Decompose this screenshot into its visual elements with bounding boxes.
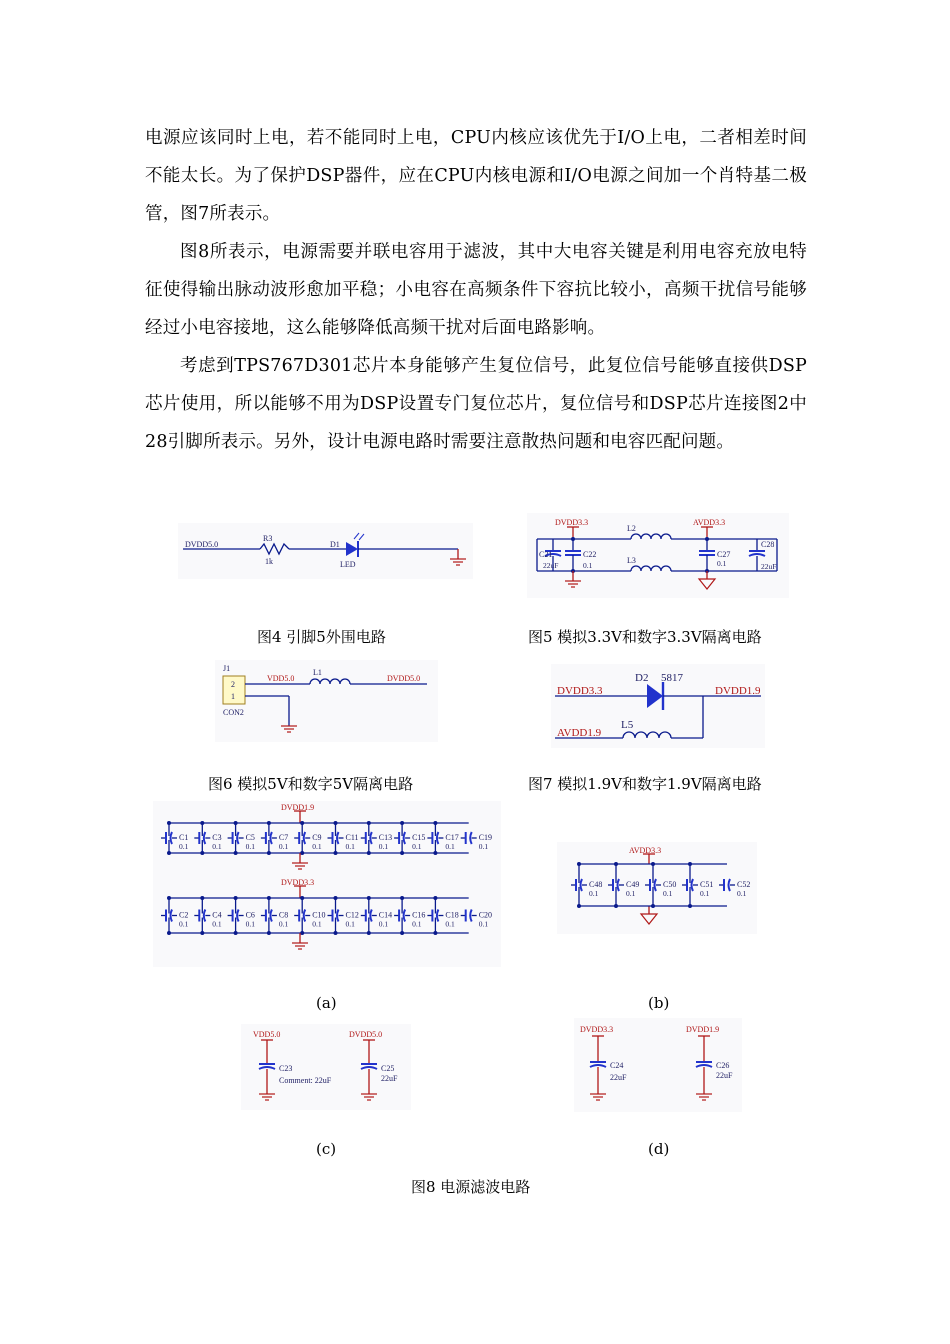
- capacitor-ref: C18: [445, 910, 459, 920]
- capacitor-ref: C1: [179, 833, 189, 842]
- capacitor-ref: C15: [412, 833, 426, 842]
- capacitor-ref: C20: [478, 910, 493, 920]
- capacitor-value: 0.1: [179, 919, 189, 929]
- cap-c28-ref: C28: [761, 540, 775, 549]
- capacitor-value: 0.1: [700, 889, 710, 898]
- cap-c27-value: 0.1: [717, 559, 727, 568]
- capacitor-value: 0.1: [412, 919, 422, 929]
- cap-c25-ref: C25: [381, 1064, 395, 1073]
- capacitor-ref: C3: [212, 833, 222, 842]
- capacitor-value: 0.1: [378, 919, 389, 929]
- caption-figure-7: 图7 模拟1.9V和数字1.9V隔离电路: [528, 775, 762, 793]
- net-label-in: VDD5.0: [267, 674, 295, 683]
- capacitor-ref: C17: [445, 833, 459, 842]
- cap-c23-ref: C23: [279, 1064, 293, 1073]
- capacitor-value: 0.1: [212, 919, 222, 929]
- cap-c22-ref: C22: [583, 550, 597, 559]
- capacitor-ref: C12: [345, 910, 359, 920]
- net-label-left: DVDD3.3: [555, 518, 589, 527]
- net-label-a: AVDD1.9: [557, 727, 602, 739]
- capacitor-ref: C49: [626, 880, 640, 889]
- capacitor-value: 0.1: [312, 919, 322, 929]
- capacitor-value: 0.1: [245, 919, 255, 929]
- resistor-value: 1k: [265, 557, 273, 566]
- resistor-ref: R3: [263, 534, 273, 543]
- net-label-avdd33: AVDD3.3: [629, 846, 662, 855]
- capacitor-ref: C2: [179, 910, 189, 920]
- net-label-vdd50: VDD5.0: [253, 1030, 281, 1039]
- cap-c25-value: 22uF: [381, 1074, 398, 1083]
- cap-c24-value: 22uF: [610, 1073, 627, 1082]
- net-label-dvdd19: DVDD1.9: [686, 1025, 720, 1034]
- caption-sub-d: (d): [648, 1140, 670, 1158]
- inductor-ref: L1: [313, 668, 322, 677]
- capacitor-value: 0.1: [445, 842, 455, 851]
- capacitor-value: 0.1: [737, 889, 747, 898]
- figure-6-schematic: [215, 660, 438, 742]
- capacitor-ref: C16: [412, 910, 426, 920]
- cap-c21-ref: C21: [539, 550, 553, 559]
- caption-figure-4: 图4 引脚5外围电路: [257, 628, 386, 646]
- capacitor-value: 0.1: [179, 842, 189, 851]
- diode-value: 5817: [661, 672, 683, 684]
- capacitor-value: 0.1: [478, 842, 489, 851]
- connector-pin-2: 2: [231, 680, 235, 689]
- capacitor-value: 0.1: [278, 842, 289, 851]
- net-label-right: AVDD3.3: [693, 518, 726, 527]
- diode-ref: D2: [635, 672, 649, 684]
- net-label-dvdd50: DVDD5.0: [349, 1030, 383, 1039]
- capacitor-ref: C50: [663, 880, 677, 889]
- cap-c26-value: 22uF: [716, 1071, 733, 1080]
- cap-c21-value: 22uF: [543, 561, 559, 570]
- inductor-ref: L5: [621, 719, 634, 731]
- caption-sub-a: (a): [316, 994, 337, 1012]
- capacitor-value: 0.1: [312, 842, 322, 851]
- capacitor-ref: C4: [212, 910, 222, 920]
- capacitor-ref: C7: [278, 833, 289, 842]
- cap-c24-ref: C24: [610, 1061, 624, 1070]
- capacitor-value: 0.1: [378, 842, 389, 851]
- capacitor-ref: C5: [245, 833, 255, 842]
- capacitor-ref: C19: [478, 833, 493, 842]
- paragraph-3: 考虑到TPS767D301芯片本身能够产生复位信号，此复位信号能够直接供DSP芯片使用，所以能够不用为DSP设置专门复位芯片，复位信号和DSP芯片连接图2中28引脚所表示。另外，设计电源电路时需要注意散热问题和电容匹配问题。: [145, 356, 807, 452]
- net-label-in: DVDD3.3: [557, 685, 603, 697]
- net-label-dvdd19: DVDD1.9: [281, 803, 315, 812]
- figure-8c-schematic: [241, 1024, 411, 1110]
- connector-value: CON2: [223, 708, 244, 717]
- cap-c26-ref: C26: [716, 1061, 730, 1070]
- paragraph-2: 图8所表示，电源需要并联电容用于滤波，其中大电容关键是利用电容充放电特征使得输出脉动波形愈加平稳；小电容在高频条件下容抗比较小，高频干扰信号能够经过小电容接地，这么能够降低高频干扰对后面电路影响。: [145, 242, 807, 338]
- capacitor-ref: C48: [589, 880, 603, 889]
- net-label-dvdd33: DVDD3.3: [281, 878, 315, 887]
- figure-4-schematic: [178, 523, 473, 579]
- net-label-out: DVDD1.9: [715, 685, 761, 697]
- capacitor-value: 0.1: [478, 919, 489, 929]
- capacitor-value: 0.1: [626, 889, 636, 898]
- diode-ref: D1: [330, 540, 340, 549]
- cap-c28-value: 22uF: [761, 562, 777, 571]
- capacitor-value: 0.1: [412, 842, 422, 851]
- diode-value: LED: [340, 560, 356, 569]
- caption-figure-6: 图6 模拟5V和数字5V隔离电路: [208, 775, 414, 793]
- capacitor-value: 0.1: [589, 889, 599, 898]
- figure-7-schematic: [551, 664, 765, 748]
- caption-figure-5: 图5 模拟3.3V和数字3.3V隔离电路: [528, 628, 762, 646]
- paragraph-1: 电源应该同时上电，若不能同时上电，CPU内核应该优先于I/O上电，二者相差时间不能太长。为了保护DSP器件，应在CPU内核电源和I/O电源之间加一个肖特基二极管，图7所表示。: [145, 128, 807, 224]
- caption-sub-c: (c): [316, 1140, 337, 1158]
- capacitor-value: 0.1: [245, 842, 255, 851]
- cap-c22-value: 0.1: [583, 561, 593, 570]
- capacitor-ref: C13: [378, 833, 393, 842]
- inductor-top-ref: L2: [627, 524, 636, 533]
- figure-8d-schematic: [574, 1018, 742, 1112]
- figure-8b-schematic: [557, 842, 757, 934]
- connector-ref: J1: [223, 664, 231, 673]
- capacitor-value: 0.1: [345, 842, 355, 851]
- capacitor-ref: C11: [345, 833, 359, 842]
- connector-pin-1: 1: [231, 692, 235, 701]
- capacitor-ref: C10: [312, 910, 326, 920]
- capacitor-value: 0.1: [663, 889, 673, 898]
- net-label-dvdd33: DVDD3.3: [580, 1025, 614, 1034]
- capacitor-ref: C9: [312, 833, 322, 842]
- net-label-out: DVDD5.0: [387, 674, 421, 683]
- caption-sub-b: (b): [648, 994, 670, 1012]
- capacitor-value: 0.1: [345, 919, 355, 929]
- capacitor-ref: C52: [737, 880, 751, 889]
- net-label: DVDD5.0: [185, 540, 219, 549]
- capacitor-ref: C8: [278, 910, 289, 920]
- capacitor-value: 0.1: [212, 842, 222, 851]
- figure-5-schematic: [527, 513, 789, 598]
- capacitor-ref: C6: [245, 910, 255, 920]
- capacitor-ref: C51: [700, 880, 714, 889]
- capacitor-ref: C14: [378, 910, 393, 920]
- capacitor-value: 0.1: [445, 919, 455, 929]
- cap-c23-value: Comment: 22uF: [279, 1076, 332, 1085]
- figure-8a-schematic: [153, 801, 501, 967]
- capacitor-value: 0.1: [278, 919, 289, 929]
- caption-figure-8: 图8 电源滤波电路: [411, 1178, 531, 1196]
- inductor-bottom-ref: L3: [627, 556, 636, 565]
- cap-c27-ref: C27: [717, 550, 731, 559]
